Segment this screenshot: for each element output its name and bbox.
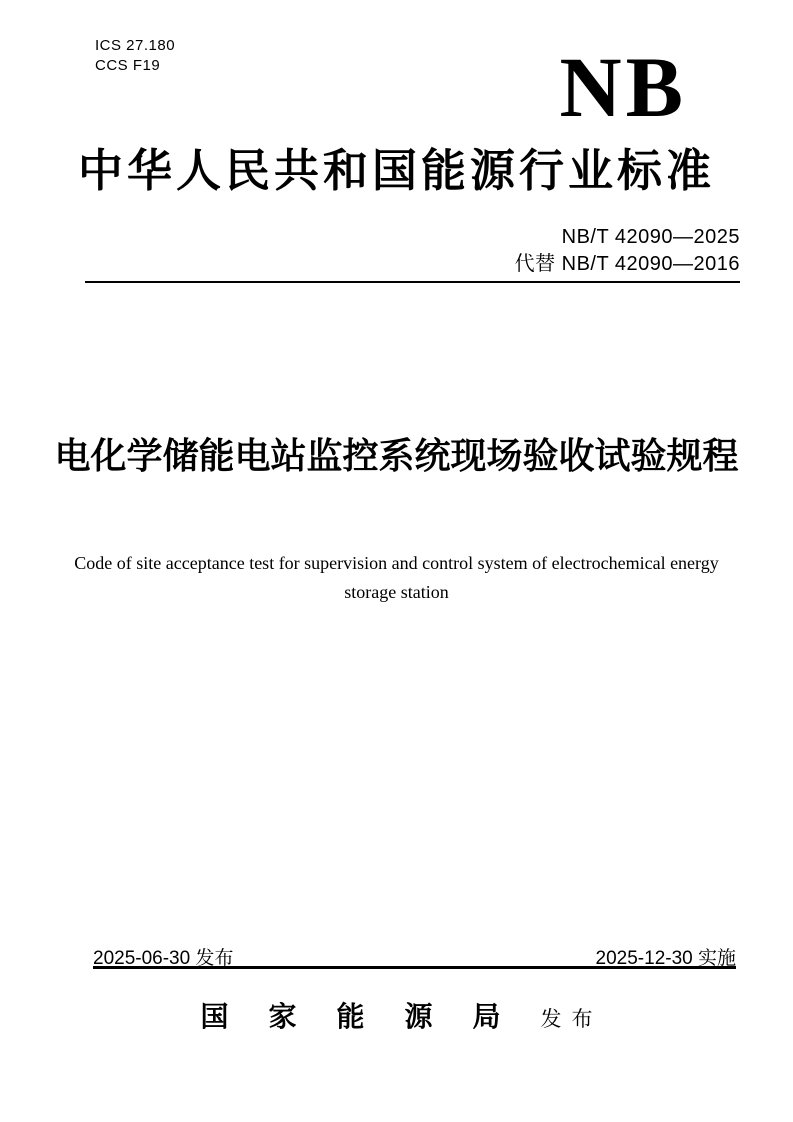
standard-category-title: 中华人民共和国能源行业标准 — [77, 146, 715, 196]
document-title-zh: 电化学储能电站监控系统现场验收试验规程 — [54, 435, 739, 476]
standard-number-block — [515, 224, 740, 278]
publisher-row — [0, 995, 793, 1035]
publisher-name: 国家能源局 — [200, 1002, 541, 1033]
footer-divider-line — [93, 966, 736, 969]
publisher-action-label: 发布 — [540, 1008, 603, 1031]
document-title-en: Code of site acceptance test for supervision and control system of electrochemical energy storage station — [74, 553, 719, 602]
implementation-date: 2025-12-30 实施 — [595, 948, 736, 969]
replaced-standard-note: 代替 NB/T 42090—2016 — [514, 253, 740, 275]
ics-code: ICS 27.180 — [95, 37, 176, 54]
ccs-code: CCS F19 — [95, 57, 161, 74]
header-divider-line — [85, 281, 740, 283]
ics-ccs-block — [95, 36, 175, 76]
standard-code: NB/T 42090—2025 — [561, 226, 740, 248]
nb-logo: NB — [559, 39, 687, 135]
issue-date: 2025-06-30 发布 — [93, 948, 234, 969]
